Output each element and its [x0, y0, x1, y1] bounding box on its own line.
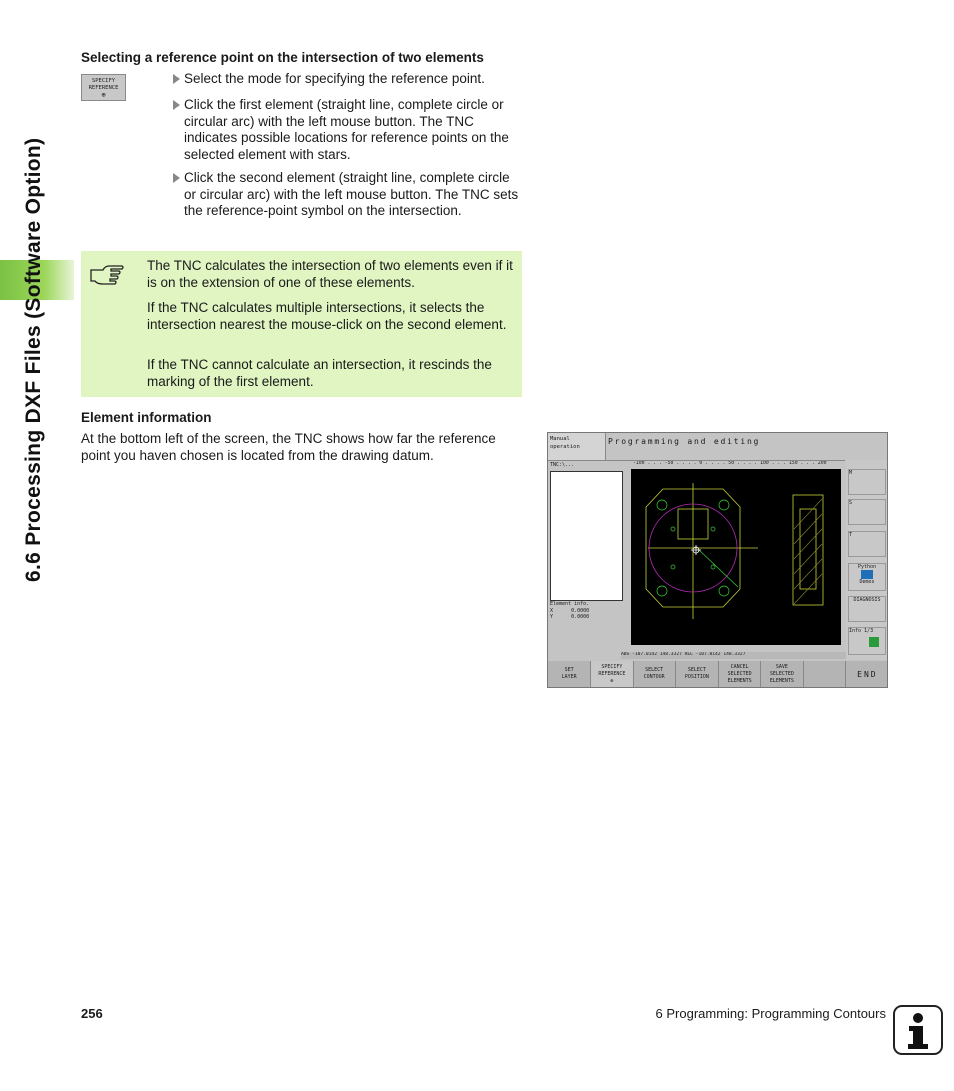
bullet-arrow-icon [173, 74, 180, 84]
element-info-panel: Element info. X 0.0000 Y 0.0000 [550, 601, 590, 620]
empty-softkey[interactable] [804, 661, 846, 688]
bullet-arrow-icon [173, 173, 180, 183]
note-paragraph: The TNC calculates the intersection of two elements even if it is on the extension of one of these elements. [147, 258, 513, 290]
diagnosis-button[interactable]: DIAGNOSIS [848, 596, 886, 622]
select-position-softkey[interactable]: SELECT POSITION [676, 661, 719, 688]
python-demos-button[interactable]: Python Demos [848, 563, 886, 591]
right-panel [846, 460, 888, 660]
element-info-text: At the bottom left of the screen, the TNC shows how far the reference point you haven chosen is located from the drawing datum. [81, 431, 496, 463]
section-heading: Selecting a reference point on the intersection of two elements [81, 50, 484, 65]
status-line: ABS -107.0142 148.3327 REL -107.0142 148.3327 [621, 652, 846, 659]
x-ruler: -100 . . . -50 . . . . 0 . . . . 50 . . . . 100 . . . 150 . . . 200 [633, 461, 827, 466]
end-softkey[interactable]: END [857, 670, 878, 679]
note-paragraph: If the TNC cannot calculate an intersection, it rescinds the marking of the first element. [147, 357, 492, 389]
set-layer-softkey[interactable]: SET LAYER [548, 661, 591, 688]
spindle-m-button[interactable]: M [848, 469, 886, 495]
layer-list[interactable] [550, 471, 623, 601]
dxf-drawing-view[interactable] [628, 469, 841, 645]
save-selected-elements-softkey[interactable]: SAVE SELECTED ELEMENTS [761, 661, 803, 688]
note-paragraph: If the TNC calculates multiple intersections, it selects the intersection nearest the mouse-click on the second element. [147, 300, 507, 332]
tool-t-button[interactable]: T [848, 531, 886, 557]
step-1: Select the mode for specifying the reference point. [173, 71, 525, 88]
bullet-arrow-icon [173, 100, 180, 110]
mode-box: Manual operation [548, 433, 606, 460]
step-2: Click the first element (straight line, complete circle or circular arc) with the left mouse button. The TNC indicates possible locations for reference points on the selected element with stars. [173, 97, 525, 163]
select-contour-softkey[interactable]: SELECT CONTOUR [634, 661, 676, 688]
file-path: TNC:\... [550, 462, 575, 468]
spindle-s-button[interactable]: S [848, 499, 886, 525]
step-3: Click the second element (straight line, complete circle or circular arc) with the left mouse button. The TNC sets the reference-point symbol on the intersection. [173, 170, 525, 220]
specify-reference-softkey[interactable]: SPECIFY REFERENCE ⊕ [591, 661, 633, 688]
softkey-row [548, 661, 888, 688]
chapter-title: 6.6 Processing DXF Files (Software Option) [22, 137, 45, 582]
pointing-hand-icon [89, 261, 125, 287]
section-heading: Element information [81, 410, 212, 425]
info-icon [893, 1005, 943, 1055]
note-box [81, 251, 522, 397]
info-button[interactable]: Info 1/3 [848, 627, 886, 655]
specify-reference-softkey-image: SPECIFY REFERENCE ⊕ [81, 74, 126, 101]
footer-chapter: 6 Programming: Programming Contours [655, 1006, 886, 1021]
cancel-selected-elements-softkey[interactable]: CANCEL SELECTED ELEMENTS [719, 661, 761, 688]
tnc-screenshot [547, 432, 888, 688]
screen-header: Programming and editing [608, 437, 761, 446]
page-number: 256 [81, 1006, 103, 1021]
